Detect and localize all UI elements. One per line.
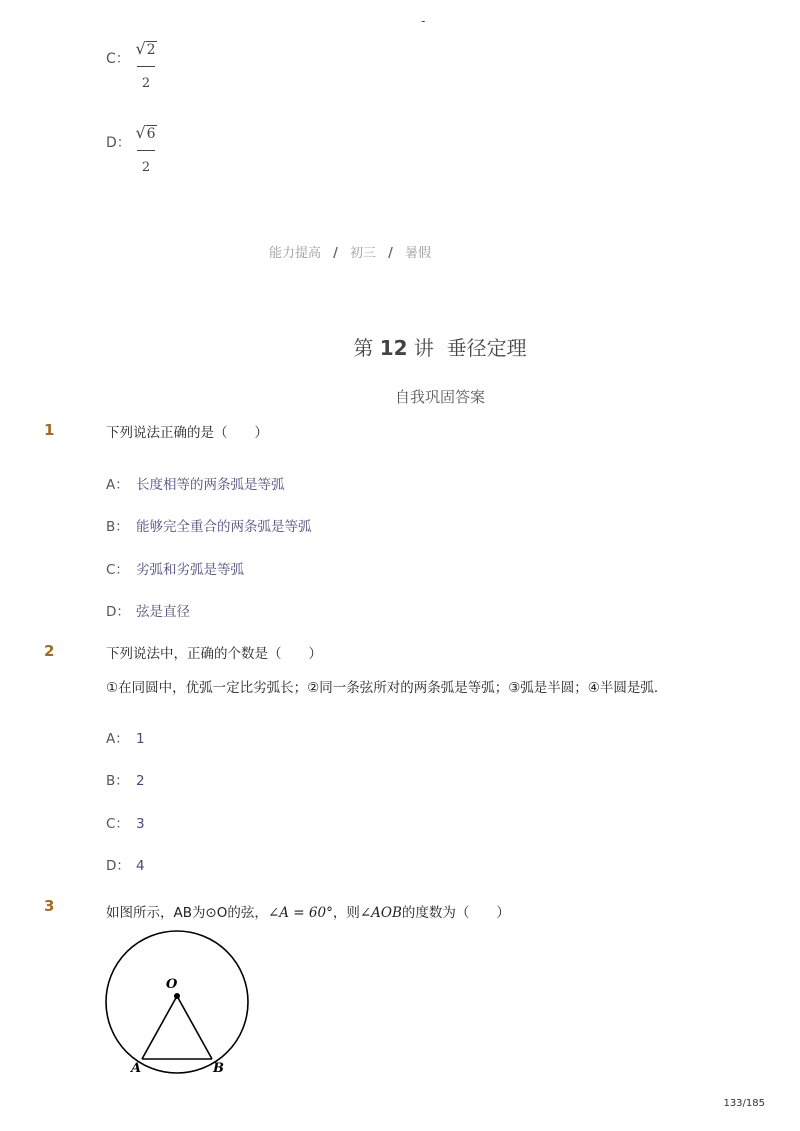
question-text-pre: 如图所示，AB为⊙O的弦，: [106, 905, 268, 921]
lecture-title: [0, 332, 800, 361]
option-label: D：: [106, 858, 130, 874]
breadcrumb-separator: /: [388, 246, 393, 261]
header-mark: -: [421, 14, 426, 28]
section-title: 自我巩固答案: [394, 388, 485, 406]
lecture-number: 12: [379, 336, 408, 360]
option-c[interactable]: [106, 812, 145, 832]
breadcrumb-item: 能力提高: [268, 246, 321, 261]
question-number: 3: [44, 897, 55, 915]
fraction-numerator: [134, 38, 158, 60]
question-number: 2: [44, 642, 55, 660]
question-subtext: ①在同圆中，优弧一定比劣弧长；②同一条弦所对的两条弧是等弧；③弧是半圆；④半圆是弧．: [106, 680, 668, 696]
lecture-name: 垂径定理: [446, 336, 527, 360]
option-label: A：: [106, 477, 129, 493]
option-text: 3: [136, 816, 145, 832]
label-b: B: [213, 1061, 224, 1076]
option-label: C：: [106, 816, 129, 832]
question-number: 1: [44, 421, 55, 439]
option-label: A：: [106, 731, 129, 747]
lecture-suffix: 讲: [413, 336, 434, 360]
option-text: 弦是直径: [136, 604, 190, 620]
breadcrumb: [0, 242, 700, 261]
question-text-post: 的度数为（ ）: [401, 905, 510, 921]
lecture-prefix: 第: [353, 336, 374, 360]
prev-option-d-label: D：: [106, 135, 131, 151]
math-angle-a: ∠A = 60°: [267, 905, 333, 921]
prev-option-c-fraction: [134, 38, 158, 91]
question-text: 下列说法中，正确的个数是（ ）: [106, 646, 322, 662]
fraction-bar: [137, 66, 155, 67]
option-text: 能够完全重合的两条弧是等弧: [136, 519, 312, 535]
option-label: D：: [106, 604, 130, 620]
question-text: [106, 901, 510, 921]
breadcrumb-item: 暑假: [405, 246, 432, 261]
option-a[interactable]: [106, 727, 145, 747]
label-o: O: [166, 977, 178, 992]
fraction-denominator: 2: [141, 160, 151, 175]
circle-o: [106, 931, 248, 1073]
radicand: 2: [146, 42, 156, 58]
prev-option-c-label: C：: [106, 51, 130, 67]
option-label: C：: [106, 562, 129, 578]
radius-ob: [177, 996, 212, 1059]
option-b[interactable]: [106, 769, 145, 789]
option-b[interactable]: [106, 515, 312, 535]
option-text: 4: [136, 858, 145, 874]
option-text: 1: [136, 731, 145, 747]
option-text: 2: [136, 773, 145, 789]
breadcrumb-item: 初三: [349, 246, 376, 261]
fraction-denominator: 2: [141, 76, 151, 91]
prev-option-d-fraction: [134, 122, 158, 175]
question-text: 下列说法正确的是（ ）: [106, 425, 268, 441]
question-text-mid: ，则: [332, 905, 360, 921]
sqrt-icon: √: [135, 39, 146, 58]
option-text: 长度相等的两条弧是等弧: [136, 477, 285, 493]
option-text: 劣弧和劣弧是等弧: [136, 562, 244, 578]
option-label: B：: [106, 519, 129, 535]
label-a: A: [131, 1061, 142, 1076]
option-c[interactable]: [106, 558, 244, 578]
option-d[interactable]: [106, 854, 145, 874]
sqrt-icon: √: [135, 123, 146, 142]
radicand: 6: [146, 126, 156, 142]
math-angle-aob: ∠AOB: [359, 905, 402, 921]
option-a[interactable]: [106, 473, 285, 493]
option-label: B：: [106, 773, 129, 789]
option-d[interactable]: [106, 600, 190, 620]
breadcrumb-separator: /: [333, 246, 338, 261]
center-point: [174, 993, 180, 999]
page-number: 133/185: [723, 1098, 765, 1109]
fraction-bar: [137, 150, 155, 151]
fraction-numerator: [134, 122, 158, 144]
circle-figure: [100, 925, 260, 1085]
radius-oa: [142, 996, 177, 1059]
